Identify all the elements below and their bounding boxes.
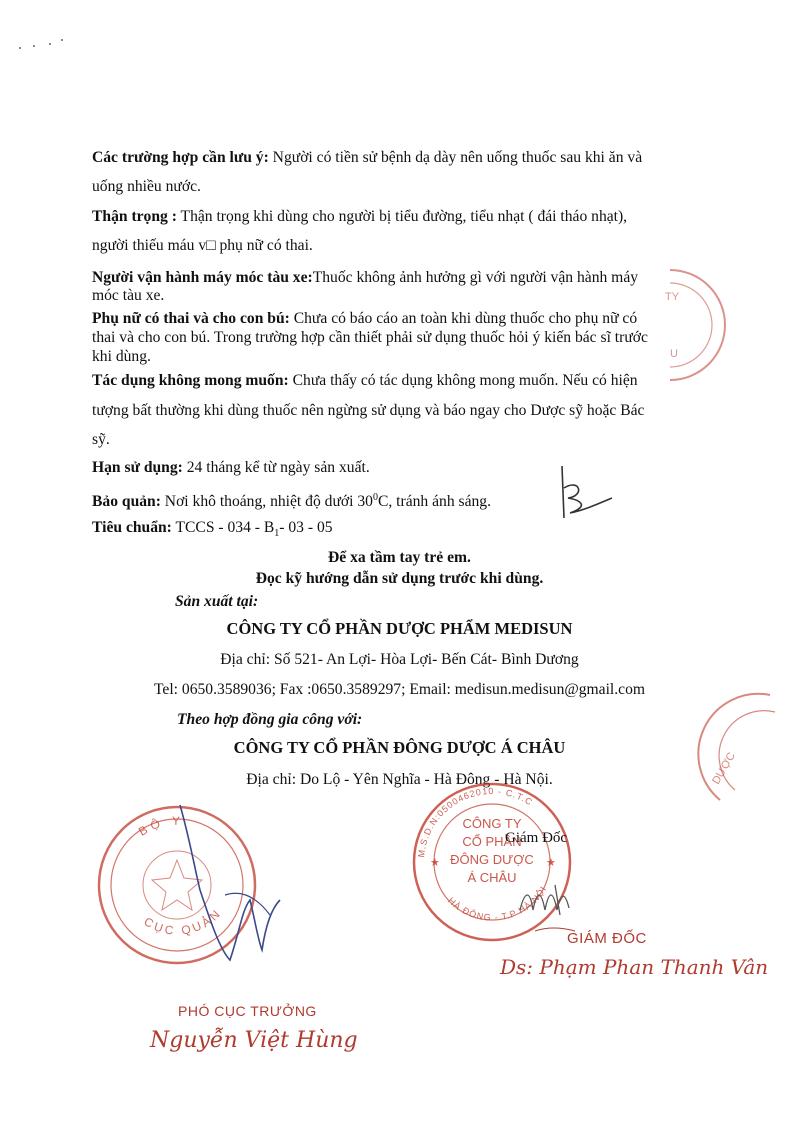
- than-trong-line-2: người thiếu máu v□ phụ nữ có thai.: [92, 237, 313, 254]
- manufacturer-name: CÔNG TY CỔ PHẦN DƯỢC PHẨM MEDISUN: [226, 619, 573, 638]
- right-signature: [515, 880, 595, 920]
- han-dung-line: Hạn sử dụng: 24 tháng kể từ ngày sản xuất.: [92, 459, 370, 476]
- luu-y-line-1: Các trường hợp cần lưu ý: Người có tiền sử bệnh dạ dày nên uống thuốc sau khi ăn và: [92, 149, 643, 166]
- svg-text:★: ★: [430, 857, 440, 869]
- right-seal-line-4: Á CHÂU: [467, 870, 517, 885]
- scan-dots: [10, 34, 90, 54]
- luu-y-line-2: uống nhiều nước.: [92, 178, 201, 195]
- right-seal-line-2: CỔ PHẦN: [462, 834, 522, 849]
- phu-nu-line-3: khi dùng.: [92, 348, 151, 365]
- svg-text:★: ★: [546, 857, 556, 869]
- manufacturer-contact: Tel: 0650.3589036; Fax :0650.3589297; Email: medisun.medisun@gmail.com: [153, 681, 645, 698]
- tac-dung-line-3: sỹ.: [92, 431, 110, 448]
- svg-text:DƯỢC: DƯỢC: [710, 750, 738, 787]
- right-signer-title: GIÁM ĐỐC: [567, 930, 647, 947]
- margin-stamp-partial-top: [630, 265, 730, 385]
- left-signer-title: PHÓ CỤC TRƯỞNG: [178, 1003, 317, 1019]
- right-seal-line-1: CÔNG TY: [462, 816, 522, 831]
- phu-nu-line-2: thai và cho con bú. Trong trường hợp cần thiết phải sử dụng thuốc hỏi ý kiến bác sĩ trước: [92, 329, 648, 346]
- manufacturer-heading: Sản xuất tại:: [175, 593, 259, 610]
- manufacturer-address: Địa chỉ: Số 521- An Lợi- Hòa Lợi- Bến Cát- Bình Dương: [220, 651, 579, 668]
- van-hanh-line-2: móc tàu xe.: [92, 287, 165, 304]
- left-signer-name: Nguyễn Việt Hùng: [150, 1028, 358, 1053]
- left-seal-top-text: BỘ Y: [136, 813, 184, 839]
- van-hanh-line-1: Người vận hành máy móc tàu xe:Thuốc không ảnh hưởng gì với người vận hành máy: [92, 269, 639, 286]
- tac-dung-line-1: Tác dụng không mong muốn: Chưa thấy có tác dụng không mong muốn. Nếu có hiện: [92, 372, 638, 389]
- initials-mark: [550, 458, 620, 528]
- right-company-seal: [410, 780, 575, 945]
- phu-nu-line-1: Phụ nữ có thai và cho con bú: Chưa có báo cáo an toàn khi dùng thuốc cho phụ nữ có: [92, 310, 638, 327]
- than-trong-line-1: Thận trọng : Thận trọng khi dùng cho người bị tiểu đường, tiểu nhạt ( đái tháo nhạt),: [92, 208, 628, 225]
- left-signature: [170, 800, 290, 990]
- right-signer-name: Ds: Phạm Phan Thanh Vân: [500, 955, 769, 979]
- contractor-name: CÔNG TY CỔ PHẦN ĐÔNG DƯỢC Á CHÂU: [233, 738, 566, 757]
- right-seal-ring-text: M.S.D.N:0500462010 - C.T.C: [416, 785, 535, 859]
- margin-stamp-partial-bottom: [690, 690, 790, 815]
- warning-keep-away: Để xa tầm tay trẻ em.: [328, 549, 471, 566]
- svg-text:TY: TY: [665, 291, 680, 303]
- svg-text:U: U: [670, 348, 678, 360]
- tac-dung-line-2: tượng bất thường khi dùng thuốc nên ngừng sử dụng và báo ngay cho Dược sỹ hoặc Bác: [92, 402, 645, 419]
- contractor-heading: Theo hợp đồng gia công với:: [177, 711, 363, 728]
- contractor-address: Địa chỉ: Do Lộ - Yên Nghĩa - Hà Đông - Hà Nội.: [246, 771, 553, 788]
- tieu-chuan-line: Tiêu chuẩn: TCCS - $034 - B_1-$ 03 - 05: [92, 519, 333, 540]
- bao-quan-line: Bảo quản: Nơi khô thoáng, nhiệt độ dưới $30^0C$, tránh ánh sáng.: [92, 492, 492, 511]
- warning-read-instructions: Đọc kỹ hướng dẫn sử dụng trước khi dùng.: [255, 570, 544, 587]
- director-typed-title: Giám Đốc: [505, 830, 568, 846]
- right-seal-bottom-text: HÀ ĐÔNG - T.P HÀ NỘI: [446, 884, 549, 923]
- left-seal-bottom-text: CỤC QUẢN: [141, 905, 225, 938]
- right-seal-line-3: ĐÔNG DƯỢC: [450, 852, 534, 867]
